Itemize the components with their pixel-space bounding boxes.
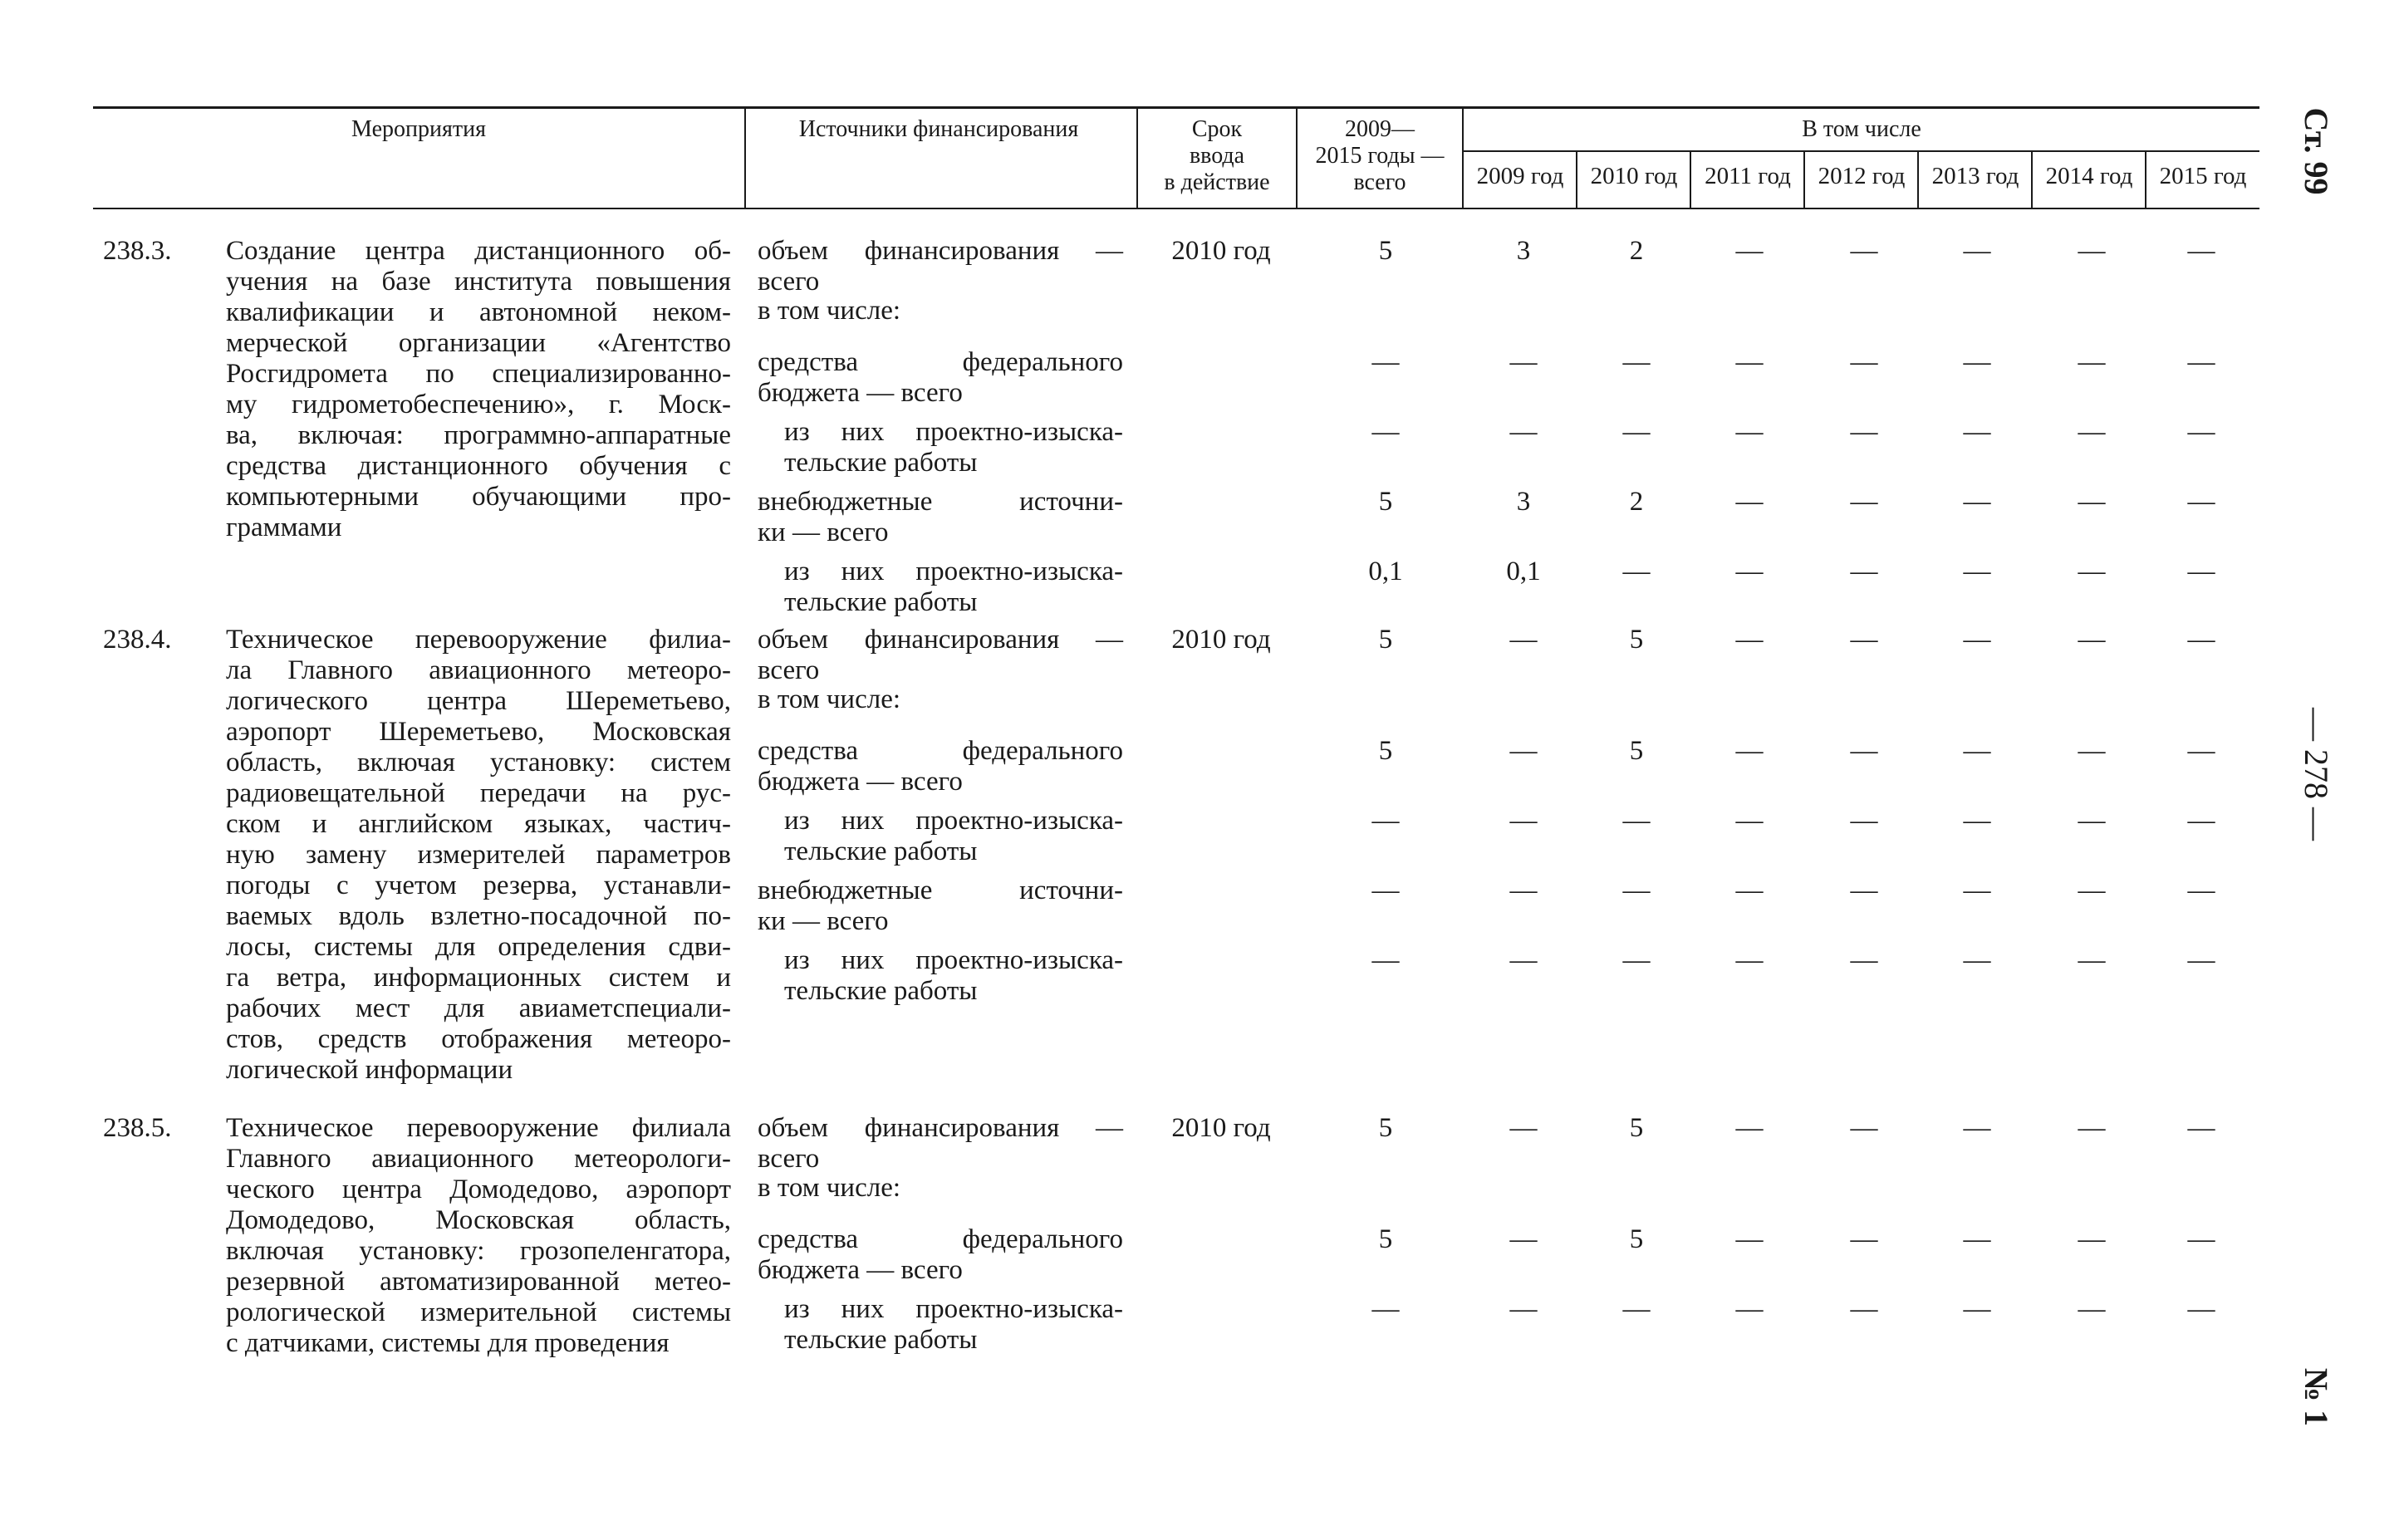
description-line: с датчиками, системы для проведения: [226, 1328, 670, 1358]
value-year: —: [1963, 1113, 1991, 1143]
description-line: ла Главного авиационного метеоро-: [226, 655, 731, 685]
source-line: тельские работы: [784, 587, 978, 617]
source-line: из них проектно-изыска-: [784, 1294, 1123, 1324]
source-label: [784, 417, 1123, 478]
row-term: 2010 год: [1171, 236, 1271, 266]
value-year: —: [1622, 1294, 1651, 1324]
value-year: —: [2078, 347, 2106, 377]
source-label: [758, 1173, 1123, 1204]
value-year: —: [2187, 1113, 2215, 1143]
value-total: —: [1371, 1294, 1400, 1324]
value-total: —: [1371, 945, 1400, 975]
value-year: —: [2187, 1294, 2215, 1324]
description-line: ском и английском языках, частич-: [226, 809, 731, 839]
value-year: —: [1735, 236, 1764, 266]
header-total-line: всего: [1353, 169, 1406, 195]
header-including: В том числе: [1802, 116, 1921, 142]
row-number: 238.3.: [103, 236, 172, 266]
value-year: —: [2187, 1224, 2215, 1254]
source-line: всего: [758, 655, 820, 685]
value-year: —: [1850, 417, 1878, 447]
value-year: —: [2078, 1113, 2106, 1143]
value-year: —: [2187, 806, 2215, 836]
value-year: —: [1963, 736, 1991, 766]
value-total: —: [1371, 347, 1400, 377]
value-year: —: [2187, 417, 2215, 447]
value-year: —: [1963, 875, 1991, 905]
page-number-label: Ст. 99: [2298, 107, 2335, 195]
header-year: 2015 год: [2159, 163, 2247, 189]
value-year: —: [1850, 806, 1878, 836]
value-year: —: [1735, 1294, 1764, 1324]
description-line: га ветра, информационных систем и: [226, 963, 731, 993]
description-line: средства дистанционного обучения с: [226, 451, 731, 481]
value-total: —: [1371, 875, 1400, 905]
value-year: —: [1622, 417, 1651, 447]
value-year: 5: [1629, 736, 1644, 766]
source-line: из них проектно-изыска-: [784, 945, 1123, 975]
value-year: —: [1963, 347, 1991, 377]
row-number: 238.5.: [103, 1113, 172, 1143]
value-year: —: [1509, 736, 1538, 766]
value-year: —: [1622, 875, 1651, 905]
value-year: —: [1735, 875, 1764, 905]
description-line: ваемых вдоль взлетно-посадочной по-: [226, 901, 731, 931]
source-label: [784, 945, 1123, 1007]
value-year: 5: [1629, 625, 1644, 655]
row-term: 2010 год: [1171, 625, 1271, 655]
value-year: —: [1735, 557, 1764, 586]
value-year: —: [1963, 1294, 1991, 1324]
value-year: —: [2078, 557, 2106, 586]
source-label: [784, 557, 1123, 618]
value-year: —: [2078, 1294, 2106, 1324]
source-line: в том числе:: [758, 296, 901, 326]
value-year: —: [1963, 487, 1991, 517]
source-line: ки — всего: [758, 906, 889, 936]
description-line: му гидрометобеспечению», г. Моск-: [226, 390, 731, 419]
value-year: —: [1850, 487, 1878, 517]
value-total: 5: [1378, 236, 1393, 266]
value-year: —: [2078, 736, 2106, 766]
header-term-line: ввода: [1189, 143, 1245, 169]
value-year: —: [1963, 557, 1991, 586]
value-year: —: [1963, 806, 1991, 836]
header-year: 2013 год: [1931, 163, 2019, 189]
value-year: 3: [1516, 236, 1531, 266]
header-year: 2011 год: [1705, 163, 1791, 189]
value-year: 0,1: [1506, 557, 1541, 586]
value-year: —: [1850, 557, 1878, 586]
value-year: —: [2078, 236, 2106, 266]
description-line: включая установку: грозопеленгатора,: [226, 1236, 731, 1266]
source-line: тельские работы: [784, 976, 978, 1006]
table-top-rule: [93, 106, 2259, 109]
header-total-line: 2009—: [1345, 116, 1415, 142]
value-year: —: [2187, 557, 2215, 586]
value-total: —: [1371, 806, 1400, 836]
description-line: мерческой организации «Агентство: [226, 328, 731, 358]
header-total: [1298, 116, 1462, 196]
source-line: из них проектно-изыска-: [784, 417, 1123, 447]
value-total: —: [1371, 417, 1400, 447]
description-line: граммами: [226, 513, 342, 542]
value-year: —: [2187, 625, 2215, 655]
source-label: [758, 1113, 1123, 1175]
description-line: Росгидромета по специализированно-: [226, 359, 731, 389]
value-year: —: [2078, 625, 2106, 655]
description-line: радиовещательной передачи на рус-: [226, 778, 731, 808]
header-year: 2010 год: [1590, 163, 1678, 189]
value-year: —: [1509, 1294, 1538, 1324]
value-year: —: [2187, 736, 2215, 766]
value-year: —: [1963, 417, 1991, 447]
description-line: Создание центра дистанционного об-: [226, 236, 731, 266]
value-year: 2: [1629, 236, 1644, 266]
description-line: ва, включая: программно-аппаратные: [226, 420, 731, 450]
value-year: —: [1509, 806, 1538, 836]
value-year: —: [2187, 875, 2215, 905]
value-year: —: [1850, 1113, 1878, 1143]
source-line: тельские работы: [784, 836, 978, 866]
value-year: —: [1509, 625, 1538, 655]
description-line: аэропорт Шереметьево, Московская: [226, 717, 731, 747]
description-line: логического центра Шереметьево,: [226, 686, 731, 716]
value-year: —: [2078, 1224, 2106, 1254]
header-term-line: Срок: [1191, 116, 1243, 142]
source-line: из них проектно-изыска-: [784, 557, 1123, 586]
years-subheader-rule: [1462, 150, 2259, 152]
value-year: —: [2078, 945, 2106, 975]
header-sources: Источники финансирования: [798, 116, 1079, 142]
value-total: 5: [1378, 625, 1393, 655]
source-line: объем финансирования —: [758, 625, 1123, 655]
value-year: —: [1735, 1113, 1764, 1143]
value-year: —: [1735, 1224, 1764, 1254]
value-year: —: [1735, 625, 1764, 655]
issue-number: № 1: [2298, 1367, 2335, 1427]
source-label: [758, 1224, 1123, 1286]
value-year: —: [1963, 625, 1991, 655]
source-line: тельские работы: [784, 1325, 978, 1355]
source-label: [758, 487, 1123, 548]
row-description: [226, 625, 731, 1086]
description-line: ческого центра Домодедово, аэропорт: [226, 1175, 731, 1204]
source-line: из них проектно-изыска-: [784, 806, 1123, 836]
value-year: —: [2187, 945, 2215, 975]
description-line: область, включая установку: систем: [226, 748, 731, 777]
source-label: [758, 736, 1123, 797]
value-year: —: [1735, 736, 1764, 766]
value-year: —: [1850, 875, 1878, 905]
value-total: 5: [1378, 1224, 1393, 1254]
source-label: [758, 875, 1123, 937]
value-year: —: [1509, 347, 1538, 377]
value-year: —: [2187, 347, 2215, 377]
value-year: —: [1735, 806, 1764, 836]
value-year: —: [1509, 945, 1538, 975]
source-line: в том числе:: [758, 1173, 901, 1203]
page-number-center: — 278 —: [2298, 708, 2335, 841]
value-year: —: [1735, 417, 1764, 447]
source-line: бюджета — всего: [758, 378, 963, 408]
value-year: —: [1622, 557, 1651, 586]
header-year: 2014 год: [2045, 163, 2133, 189]
description-line: компьютерными обучающими про-: [226, 482, 731, 512]
value-year: —: [1963, 945, 1991, 975]
value-total: 0,1: [1368, 557, 1403, 586]
source-line: всего: [758, 267, 820, 297]
value-year: —: [1963, 1224, 1991, 1254]
row-term: 2010 год: [1171, 1113, 1271, 1143]
source-line: внебюджетные источни-: [758, 487, 1123, 517]
header-measures: Мероприятия: [351, 116, 486, 142]
value-total: 5: [1378, 487, 1393, 517]
header-term: [1138, 116, 1296, 196]
header-year: 2009 год: [1476, 163, 1564, 189]
value-year: —: [1735, 487, 1764, 517]
description-line: ную замену измерителей параметров: [226, 840, 731, 870]
value-year: —: [2078, 487, 2106, 517]
source-line: объем финансирования —: [758, 1113, 1123, 1143]
source-line: средства федерального: [758, 736, 1123, 766]
source-label: [758, 347, 1123, 409]
source-line: бюджета — всего: [758, 767, 963, 797]
value-year: 5: [1629, 1224, 1644, 1254]
source-line: средства федерального: [758, 1224, 1123, 1254]
value-year: —: [1850, 625, 1878, 655]
source-line: внебюджетные источни-: [758, 875, 1123, 905]
row-number: 238.4.: [103, 625, 172, 655]
value-year: —: [1509, 417, 1538, 447]
source-label: [784, 1294, 1123, 1356]
value-year: —: [2078, 875, 2106, 905]
value-year: —: [1622, 945, 1651, 975]
description-line: Домодедово, Московская область,: [226, 1205, 731, 1235]
value-year: —: [1850, 347, 1878, 377]
source-label: [758, 236, 1123, 297]
value-year: —: [1963, 236, 1991, 266]
description-line: учения на базе института повышения: [226, 267, 731, 297]
value-year: —: [1850, 236, 1878, 266]
value-year: —: [1850, 1224, 1878, 1254]
value-total: 5: [1378, 736, 1393, 766]
description-line: логической информации: [226, 1055, 513, 1085]
header-divider: [744, 106, 746, 209]
value-year: —: [2078, 417, 2106, 447]
value-year: —: [1850, 736, 1878, 766]
value-year: —: [1509, 1224, 1538, 1254]
source-line: в том числе:: [758, 684, 901, 714]
description-line: лосы, системы для определения сдви-: [226, 932, 731, 962]
value-year: —: [2078, 806, 2106, 836]
value-year: —: [1622, 806, 1651, 836]
source-label: [758, 684, 1123, 715]
header-bottom-rule: [93, 208, 2259, 209]
value-year: —: [1735, 347, 1764, 377]
description-line: Техническое перевооружение филиала: [226, 1113, 731, 1143]
value-year: 2: [1629, 487, 1644, 517]
description-line: стов, средств отображения метеоро-: [226, 1024, 731, 1054]
description-line: резервной автоматизированной метео-: [226, 1267, 731, 1297]
source-label: [758, 296, 1123, 326]
value-year: —: [2187, 487, 2215, 517]
description-line: Техническое перевооружение филиа-: [226, 625, 731, 655]
value-year: —: [1509, 1113, 1538, 1143]
row-description: [226, 236, 731, 543]
description-line: Главного авиационного метеорологи-: [226, 1144, 731, 1174]
value-year: 5: [1629, 1113, 1644, 1143]
source-line: тельские работы: [784, 448, 978, 478]
source-label: [784, 806, 1123, 867]
header-term-line: в действие: [1164, 169, 1270, 195]
source-line: ки — всего: [758, 517, 889, 547]
value-year: 3: [1516, 487, 1531, 517]
description-line: квалификации и автономной неком-: [226, 297, 731, 327]
value-year: —: [1850, 945, 1878, 975]
value-year: —: [1735, 945, 1764, 975]
value-total: 5: [1378, 1113, 1393, 1143]
value-year: —: [1850, 1294, 1878, 1324]
header-total-line: 2015 годы —: [1315, 143, 1445, 169]
source-line: объем финансирования —: [758, 236, 1123, 266]
header-year: 2012 год: [1818, 163, 1906, 189]
description-line: погоды с учетом резерва, устанавли-: [226, 871, 731, 900]
source-label: [758, 625, 1123, 686]
row-description: [226, 1113, 731, 1359]
source-line: средства федерального: [758, 347, 1123, 377]
description-line: рабочих мест для авиаметспециали-: [226, 993, 731, 1023]
source-line: всего: [758, 1144, 820, 1174]
value-year: —: [1622, 347, 1651, 377]
value-year: —: [2187, 236, 2215, 266]
description-line: рологической измерительной системы: [226, 1297, 731, 1327]
value-year: —: [1509, 875, 1538, 905]
source-line: бюджета — всего: [758, 1255, 963, 1285]
